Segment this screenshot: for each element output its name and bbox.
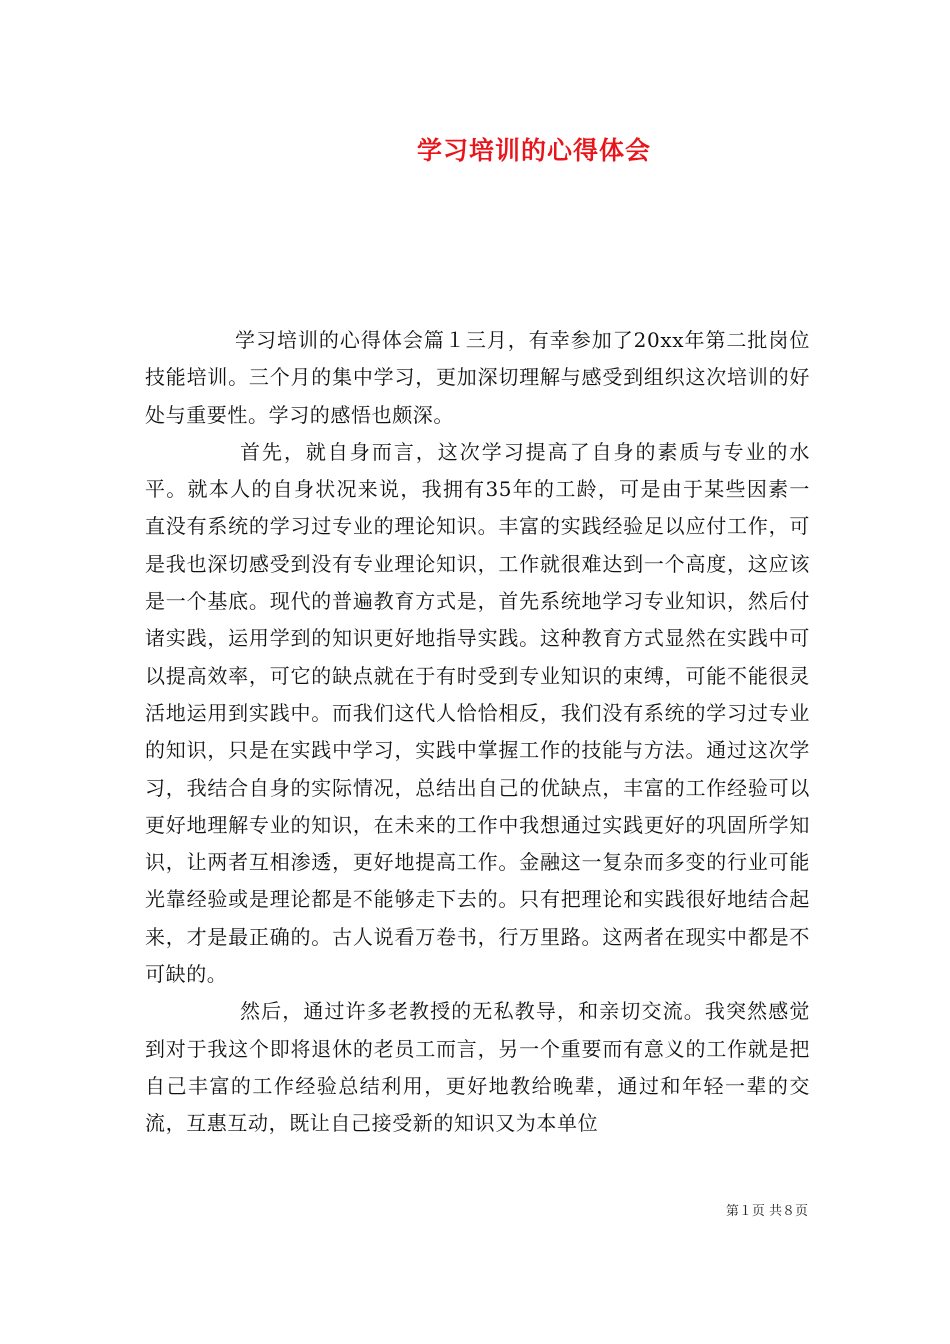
document-title: 学习培训的心得体会 [416,136,651,165]
page-number-footer: 第１页 共８页 [725,1204,808,1219]
paragraph-3: 然后，通过许多老教授的无私教导，和亲切交流。我突然感觉到对于我这个即将退休的老员工而言，另一个重要而有意义的工作就是把自己丰富的工作经验总结利用，更好地教给晚辈，通过和年轻一辈的交流，互惠互动，既让自己接受新的知识又为本单位 [145,999,810,1136]
paragraph-2: 首先，就自身而言，这次学习提高了自身的素质与专业的水平。就本人的自身状况来说，我拥有35年的工龄，可是由于某些因素一直没有系统的学习过专业的理论知识。丰富的实践经验足以应付工作，可是我也深切感受到没有专业理论知识，工作就很难达到一个高度，这应该是一个基底。现代的普遍教育方式是，首先系统地学习专业知识，然后付诸实践，运用学到的知识更好地指导实践。这种教育方式显然在实践中可以提高效率，可它的缺点就在于有时受到专业知识的束缚，可能不能很灵活地运用到实践中。而我们这代人恰恰相反，我们没有系统的学习过专业的知识，只是在实践中学习，实践中掌握工作的技能与方法。通过这次学习，我结合自身的实际情况，总结出自己的优缺点，丰富的工作经验可以更好地理解专业的知识，在未来的工作中我想通过实践更好的巩固所学知识，让两者互相渗透，更好地提高工作。金融这一复杂而多变的行业可能光靠经验或是理论都是不能够走下去的。只有把理论和实践很好地结合起来，才是最正确的。古人说看万卷书，行万里路。这两者在现实中都是不可缺的。 [145,439,810,987]
paragraph-1: 学习培训的心得体会篇１三月，有幸参加了20xx年第二批岗位技能培训。三个月的集中学习，更加深切理解与感受到组织这次培训的好处与重要性。学习的感悟也颇深。 [145,328,810,427]
document-body [145,322,810,1143]
